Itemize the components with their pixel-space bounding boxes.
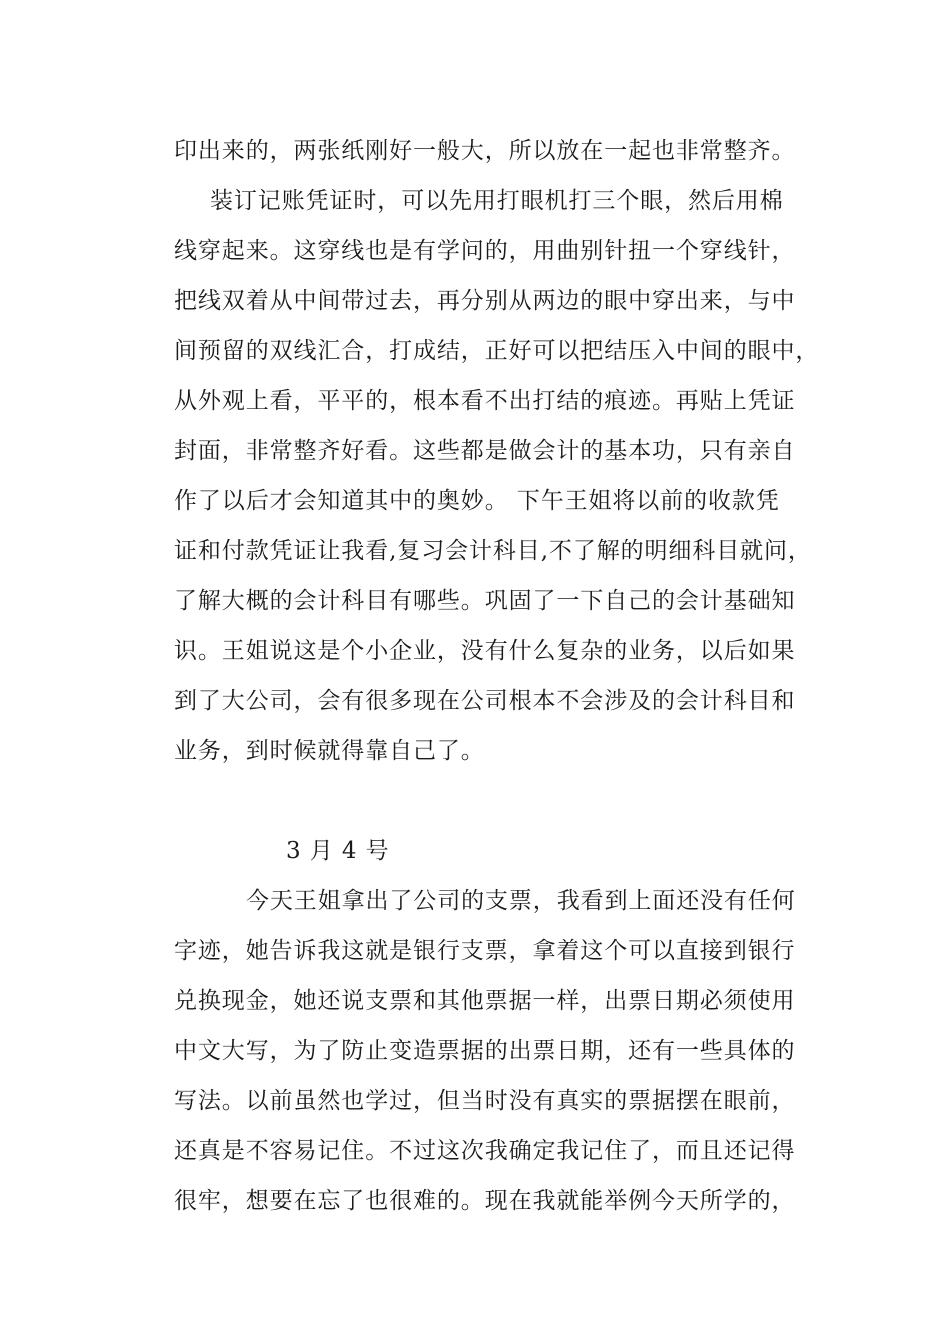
text-line: 写法。以前虽然也学过，但当时没有真实的票据摆在眼前， xyxy=(174,1088,796,1114)
text-line: 字迹，她告诉我这就是银行支票，拿着这个可以直接到银行 xyxy=(174,938,796,964)
text-line: 线穿起来。这穿线也是有学问的，用曲别针扭一个穿线针， xyxy=(174,238,796,264)
text-line: 到了大公司，会有很多现在公司根本不会涉及的会计科目和 xyxy=(174,688,796,714)
text-line: 印出来的，两张纸刚好一般大，所以放在一起也非常整齐。 xyxy=(174,138,796,164)
text-line: 间预留的双线汇合，打成结，正好可以把结压入中间的眼中， xyxy=(174,338,820,364)
date-heading: 3 月 4 号 xyxy=(286,838,390,864)
text-line: 今天王姐拿出了公司的支票，我看到上面还没有任何 xyxy=(246,888,796,914)
text-line: 从外观上看，平平的，根本看不出打结的痕迹。再贴上凭证 xyxy=(174,388,796,414)
text-line: 作了以后才会知道其中的奥妙。 下午王姐将以前的收款凭 xyxy=(174,488,780,514)
text-line: 证和付款凭证让我看,复习会计科目,不了解的明细科目就问， xyxy=(174,538,812,564)
text-line: 业务，到时候就得靠自己了。 xyxy=(174,738,485,764)
text-line: 识。王姐说这是个小企业，没有什么复杂的业务，以后如果 xyxy=(174,638,796,664)
text-line: 封面，非常整齐好看。这些都是做会计的基本功，只有亲自 xyxy=(174,438,796,464)
text-line: 中文大写，为了防止变造票据的出票日期，还有一些具体的 xyxy=(174,1038,796,1064)
text-line: 把线双着从中间带过去，再分别从两边的眼中穿出来，与中 xyxy=(174,288,796,314)
text-line: 装订记账凭证时，可以先用打眼机打三个眼，然后用棉 xyxy=(210,188,784,214)
text-line: 很牢，想要在忘了也很难的。现在我就能举例今天所学的， xyxy=(174,1188,796,1214)
text-line: 兑换现金，她还说支票和其他票据一样，出票日期必须使用 xyxy=(174,988,796,1014)
text-line: 还真是不容易记住。不过这次我确定我记住了，而且还记得 xyxy=(174,1138,796,1164)
text-line: 了解大概的会计科目有哪些。巩固了一下自己的会计基础知 xyxy=(174,588,796,614)
